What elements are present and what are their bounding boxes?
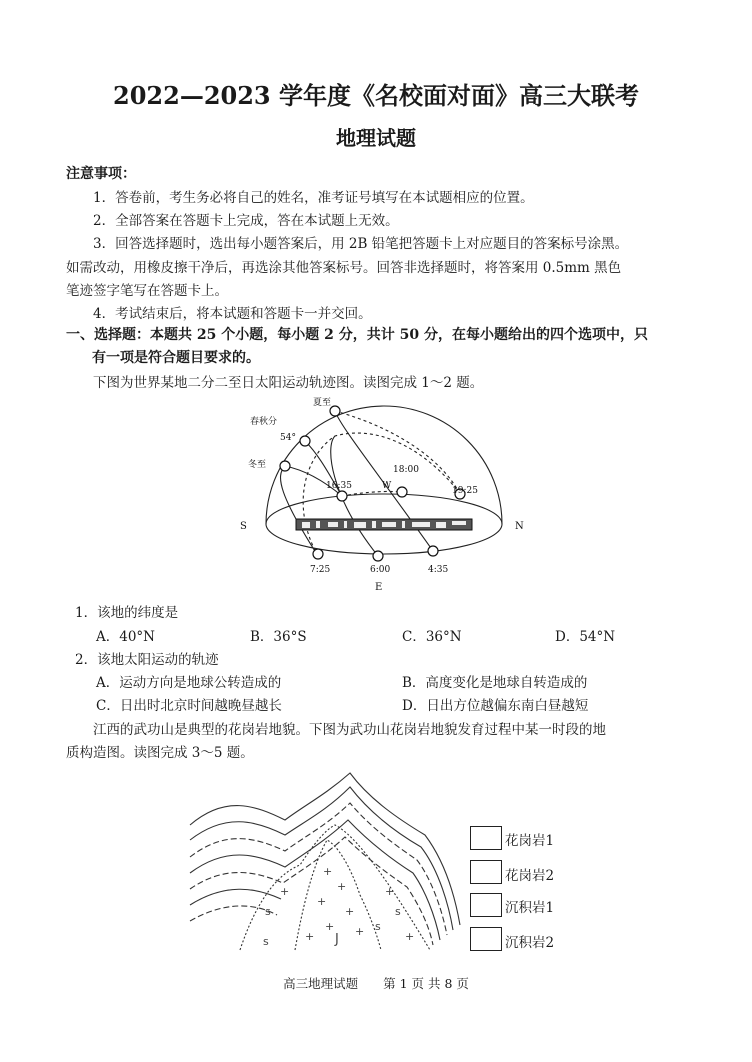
section-heading: 一、选择题：本题共 25 个小题，每小题 2 分，共计 50 分，在每小题给出的四个选项中，只	[66, 327, 648, 343]
question-intro-1: 下图为世界某地二分二至日太阳运动轨迹图。读图完成 1～2 题。	[93, 375, 484, 391]
q2-option-b: B．高度变化是地球自转造成的	[402, 675, 588, 691]
svg-text:+: +	[317, 895, 327, 908]
label-j: J	[335, 932, 339, 947]
legend-swatch-granite1	[470, 826, 502, 850]
svg-text:+: +	[325, 920, 335, 933]
legend-granite2: 花岗岩2	[505, 868, 555, 884]
q2-stem: 2．该地太阳运动的轨迹	[75, 652, 219, 668]
sun-path-diagram	[230, 396, 540, 572]
legend-sedimentary2: 沉积岩2	[505, 935, 555, 951]
label-1800: 18:00	[393, 465, 419, 475]
legend-swatch-granite2	[470, 860, 502, 884]
q1-option-d: D．54°N	[555, 629, 616, 645]
page-footer: 高三地理试题 第 1 页 共 8 页	[283, 976, 469, 991]
notice-item-1: 1．答卷前，考生务必将自己的姓名，准考证号填写在本试题相应的位置。	[93, 190, 534, 206]
label-summer: 夏至	[313, 398, 332, 408]
svg-text:s: s	[265, 905, 271, 918]
label-e: E	[375, 582, 383, 593]
svg-text:+: +	[405, 930, 415, 943]
notice-heading: 注意事项：	[66, 166, 136, 182]
notice-item-3-cont: 如需改动，用橡皮擦干净后，再选涂其他答案标号。回答非选择题时，将答案用 0.5mm 黑色	[66, 260, 622, 276]
notice-item-4: 4．考试结束后，将本试题和答题卡一并交回。	[93, 306, 372, 322]
svg-text:+: +	[280, 885, 290, 898]
notice-item-3: 3．回答选择题时，选出每小题答案后，用 2B 铅笔把答题卡上对应题目的答案标号涂黑。	[93, 236, 629, 252]
svg-text:+: +	[385, 885, 395, 898]
label-435: 4:35	[428, 565, 449, 572]
svg-text:+: +	[323, 865, 333, 878]
label-winter: 冬至	[248, 460, 267, 470]
notice-item-2: 2．全部答案在答题卡上完成，答在本试题上无效。	[93, 213, 399, 229]
passage-line-2: 质构造图。读图完成 3～5 题。	[66, 745, 254, 761]
sun-summer-icon	[330, 406, 340, 416]
label-angle: 54°	[280, 433, 296, 443]
label-n: N	[515, 521, 524, 532]
label-725: 7:25	[310, 565, 331, 572]
legend-sedimentary1: 沉积岩1	[505, 900, 555, 916]
legend-swatch-sedimentary1	[470, 893, 502, 917]
svg-text:+: +	[337, 880, 347, 893]
q1-option-c: C．36°N	[402, 629, 462, 645]
q1-option-b: B．36°S	[250, 629, 307, 645]
legend-swatch-sedimentary2	[470, 927, 502, 951]
svg-text:s: s	[395, 905, 401, 918]
passage-line-1: 江西的武功山是典型的花岗岩地貌。下图为武功山花岗岩地貌发育过程中某一时段的地	[93, 722, 606, 738]
label-1635: 16:35	[326, 481, 352, 491]
q2-option-a: A．运动方向是地球公转造成的	[96, 675, 282, 691]
q2-option-c: C．日出时北京时间越晚昼越长	[96, 698, 282, 714]
svg-text:+: +	[355, 925, 365, 938]
sun-winter-icon	[280, 461, 290, 471]
label-equinox: 春秋分	[250, 417, 278, 427]
label-1925: 19:25	[452, 486, 478, 496]
label-w: W	[382, 481, 392, 491]
legend-granite1: 花岗岩1	[505, 833, 555, 849]
label-s: S	[240, 521, 247, 532]
notice-item-3-cont2: 笔迹签字笔写在答题卡上。	[66, 283, 228, 299]
sun-equinox-icon	[300, 436, 310, 446]
q2-option-d: D．日出方位越偏东南白昼越短	[402, 698, 589, 714]
page-subtitle: 地理试题	[336, 126, 416, 150]
q1-option-a: A．40°N	[96, 629, 155, 645]
svg-text:+: +	[305, 930, 315, 943]
page-title: 2022—2023 学年度《名校面对面》高三大联考	[113, 81, 639, 110]
geology-diagram	[185, 765, 465, 955]
svg-text:s: s	[263, 935, 269, 948]
section-heading-cont: 有一项是符合题目要求的。	[92, 350, 260, 366]
svg-text:s: s	[375, 920, 381, 933]
svg-text:+: +	[345, 905, 355, 918]
label-600: 6:00	[370, 565, 391, 572]
q1-stem: 1．该地的纬度是	[75, 605, 179, 621]
